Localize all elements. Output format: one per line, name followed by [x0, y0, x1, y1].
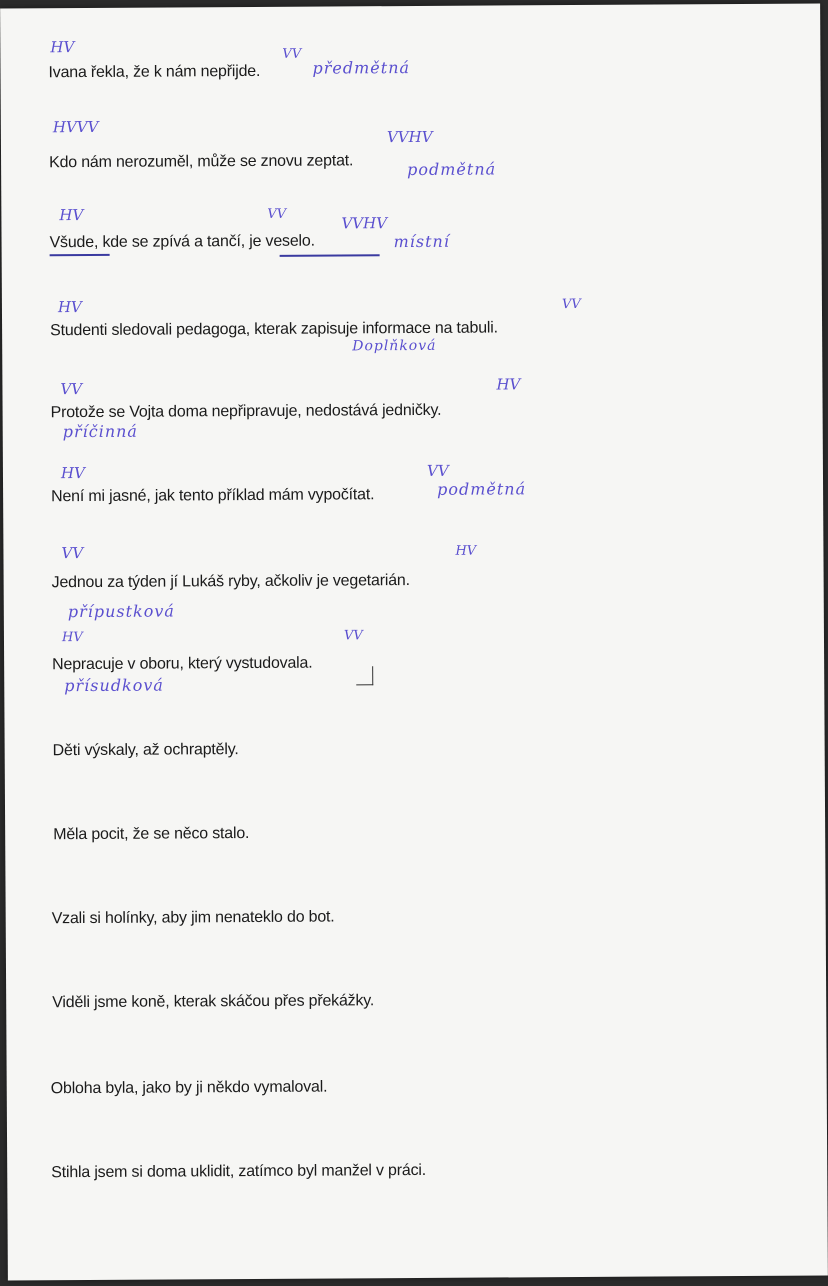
sentence-2: Kdo nám nerozuměl, může se znovu zeptat. [49, 152, 354, 172]
bracket-mark [356, 666, 373, 685]
sentence-8: Nepracuje v oboru, který vystudovala. [52, 654, 313, 674]
annotation-vv: VVHV [386, 127, 433, 147]
annotation-vv: VV [61, 544, 84, 563]
sentence-6: Není mi jasné, jak tento příklad mám vypočítat. [51, 486, 375, 506]
underline-mark [50, 254, 110, 256]
annotation-vv: VV [426, 461, 449, 480]
annotation-type: přípustková [67, 601, 175, 622]
sentence-1: Ivana řekla, že k nám nepřijde. [48, 62, 261, 82]
sentence-10: Měla pocit, že se něco stalo. [53, 825, 250, 844]
sentence-12: Viděli jsme koně, kterak skáčou přes překážky. [52, 992, 375, 1012]
annotation-type: místní [393, 231, 450, 252]
annotation-hv: HV [60, 464, 85, 483]
annotation-type: Doplňková [352, 337, 437, 355]
annotation-vv: VV [282, 46, 302, 62]
annotation-hv: HV [496, 375, 521, 394]
sentence-4: Studenti sledovali pedagoga, kterak zapisuje informace na tabuli. [50, 319, 498, 340]
annotation-vv: VV [60, 380, 83, 399]
underline-mark [280, 254, 380, 256]
sentence-14: Stihla jsem si doma uklidit, zatímco byl manžel v práci. [51, 1161, 426, 1182]
sentence-5: Protože se Vojta doma nepřipravuje, nedostává jedničky. [50, 401, 442, 422]
annotation-type: podmětná [407, 159, 497, 180]
sentence-11: Vzali si holínky, aby jim nenateklo do bot. [51, 908, 335, 928]
sentence-13: Obloha byla, jako by ji někdo vymaloval. [50, 1078, 328, 1098]
annotation-hv: HV [59, 206, 84, 225]
annotation-hv: HV [50, 38, 75, 57]
annotation-hv: HV [455, 543, 477, 559]
annotation-vv: VV [561, 296, 581, 313]
annotation-type: podmětná [437, 479, 527, 499]
sentence-9: Děti výskaly, až ochraptěly. [52, 741, 239, 760]
sentence-7: Jednou za týden jí Lukáš ryby, ačkoliv je vegetarián. [51, 572, 410, 592]
annotation-hv: HVVV [52, 117, 99, 137]
annotation-type: přísudková [64, 675, 164, 696]
annotation-type: příčinná [62, 421, 138, 442]
annotation-type: předmětná [312, 58, 411, 78]
annotation-hv: HV [61, 630, 83, 646]
annotation-vv: VV [343, 628, 363, 644]
worksheet-paper [0, 4, 828, 1281]
sentence-3: Všude, kde se zpívá a tančí, je veselo. [49, 232, 315, 252]
annotation-vv: VV [267, 206, 287, 222]
annotation-hv: HV [57, 298, 82, 317]
annotation-hv: VVHV [341, 214, 388, 233]
